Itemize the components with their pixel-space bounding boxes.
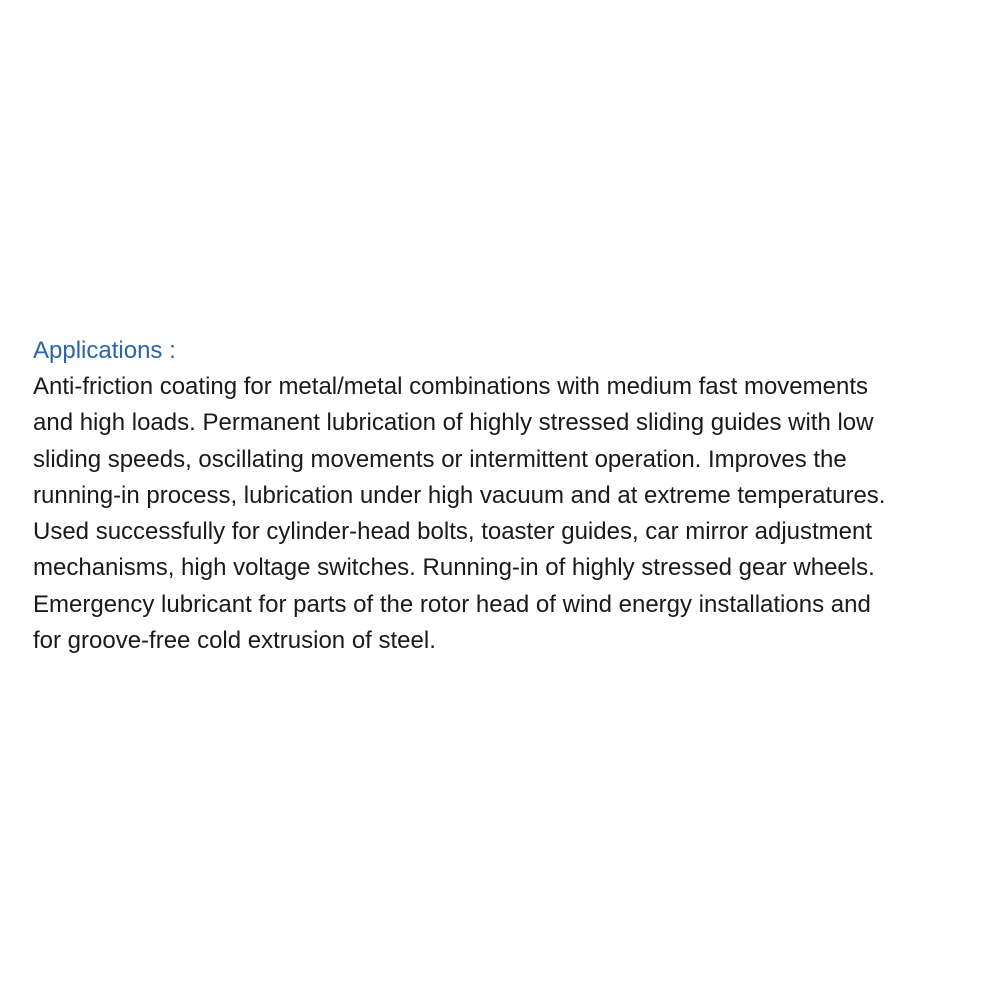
applications-section (33, 333, 988, 659)
section-heading: Applications : (33, 337, 176, 364)
description-line: Emergency lubricant for parts of the rotor head of wind energy installations and (33, 590, 871, 618)
description-line: for groove-free cold extrusion of steel. (33, 627, 436, 655)
applications-description (33, 369, 988, 659)
description-line: Used successfully for cylinder-head bolts, toaster guides, car mirror adjustment (33, 518, 873, 546)
description-line: and high loads. Permanent lubrication of highly stressed sliding guides with low (33, 409, 874, 437)
description-line: running-in process, lubrication under high vacuum and at extreme temperatures. (33, 481, 886, 509)
description-line: sliding speeds, oscillating movements or intermittent operation. Improves the (33, 445, 847, 473)
description-line: mechanisms, high voltage switches. Running-in of highly stressed gear wheels. (33, 554, 875, 582)
description-line: Anti-friction coating for metal/metal combinations with medium fast movements (33, 373, 868, 400)
